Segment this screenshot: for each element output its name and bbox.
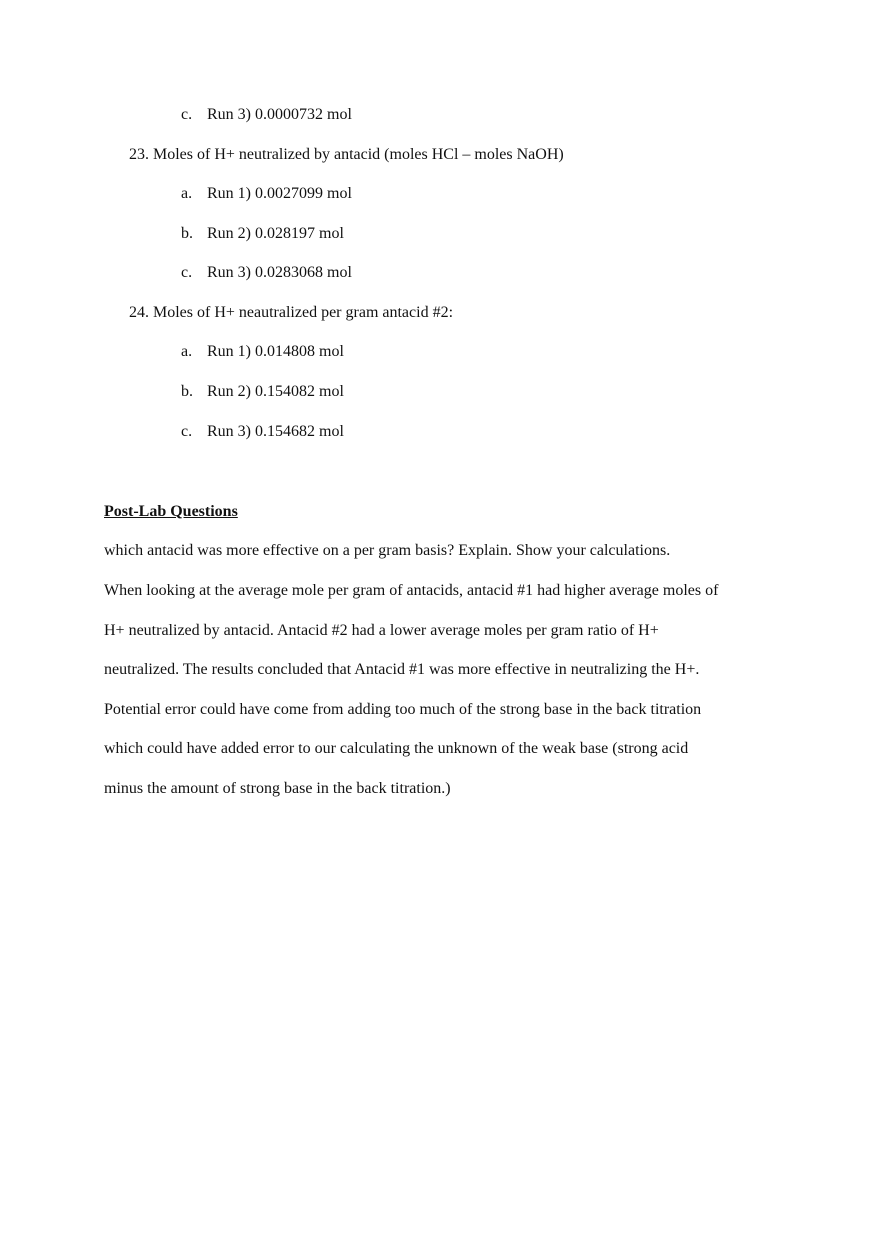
list-item-text: Run 1) 0.014808 mol (207, 343, 344, 360)
post-lab-question: which antacid was more effective on a per gram basis? Explain. Show your calculations. (104, 542, 671, 559)
list-item-marker: c. (181, 106, 193, 123)
list-item-marker: c. (181, 264, 193, 281)
list-item-marker: b. (181, 383, 193, 400)
list-item-marker: b. (181, 225, 193, 242)
list-item-marker: a. (181, 185, 193, 202)
answer-line: neutralized. The results concluded that Antacid #1 was more effective in neutralizing the H+. (104, 661, 700, 678)
list-item-text: Run 3) 0.0000732 mol (207, 106, 352, 123)
post-lab-heading: Post-Lab Questions (104, 503, 238, 520)
list-item-text: Run 3) 0.0283068 mol (207, 264, 352, 281)
answer-line: When looking at the average mole per gram of antacids, antacid #1 had higher average moles of (104, 582, 719, 599)
list-item-text: Run 3) 0.154682 mol (207, 423, 344, 440)
answer-line: H+ neutralized by antacid. Antacid #2 had a lower average moles per gram ratio of H+ (104, 622, 659, 639)
list-item-text: Run 2) 0.028197 mol (207, 225, 344, 242)
answer-line: Potential error could have come from adding too much of the strong base in the back titration (104, 701, 702, 718)
question-24-label: 24. Moles of H+ neautralized per gram antacid #2: (129, 304, 454, 321)
answer-line: which could have added error to our calculating the unknown of the weak base (strong acid (104, 740, 689, 757)
list-item-marker: c. (181, 423, 193, 440)
list-item-marker: a. (181, 343, 193, 360)
list-item-text: Run 1) 0.0027099 mol (207, 185, 352, 202)
question-23-label: 23. Moles of H+ neutralized by antacid (moles HCl – moles NaOH) (129, 146, 564, 163)
answer-line: minus the amount of strong base in the back titration.) (104, 780, 451, 797)
list-item-text: Run 2) 0.154082 mol (207, 383, 344, 400)
